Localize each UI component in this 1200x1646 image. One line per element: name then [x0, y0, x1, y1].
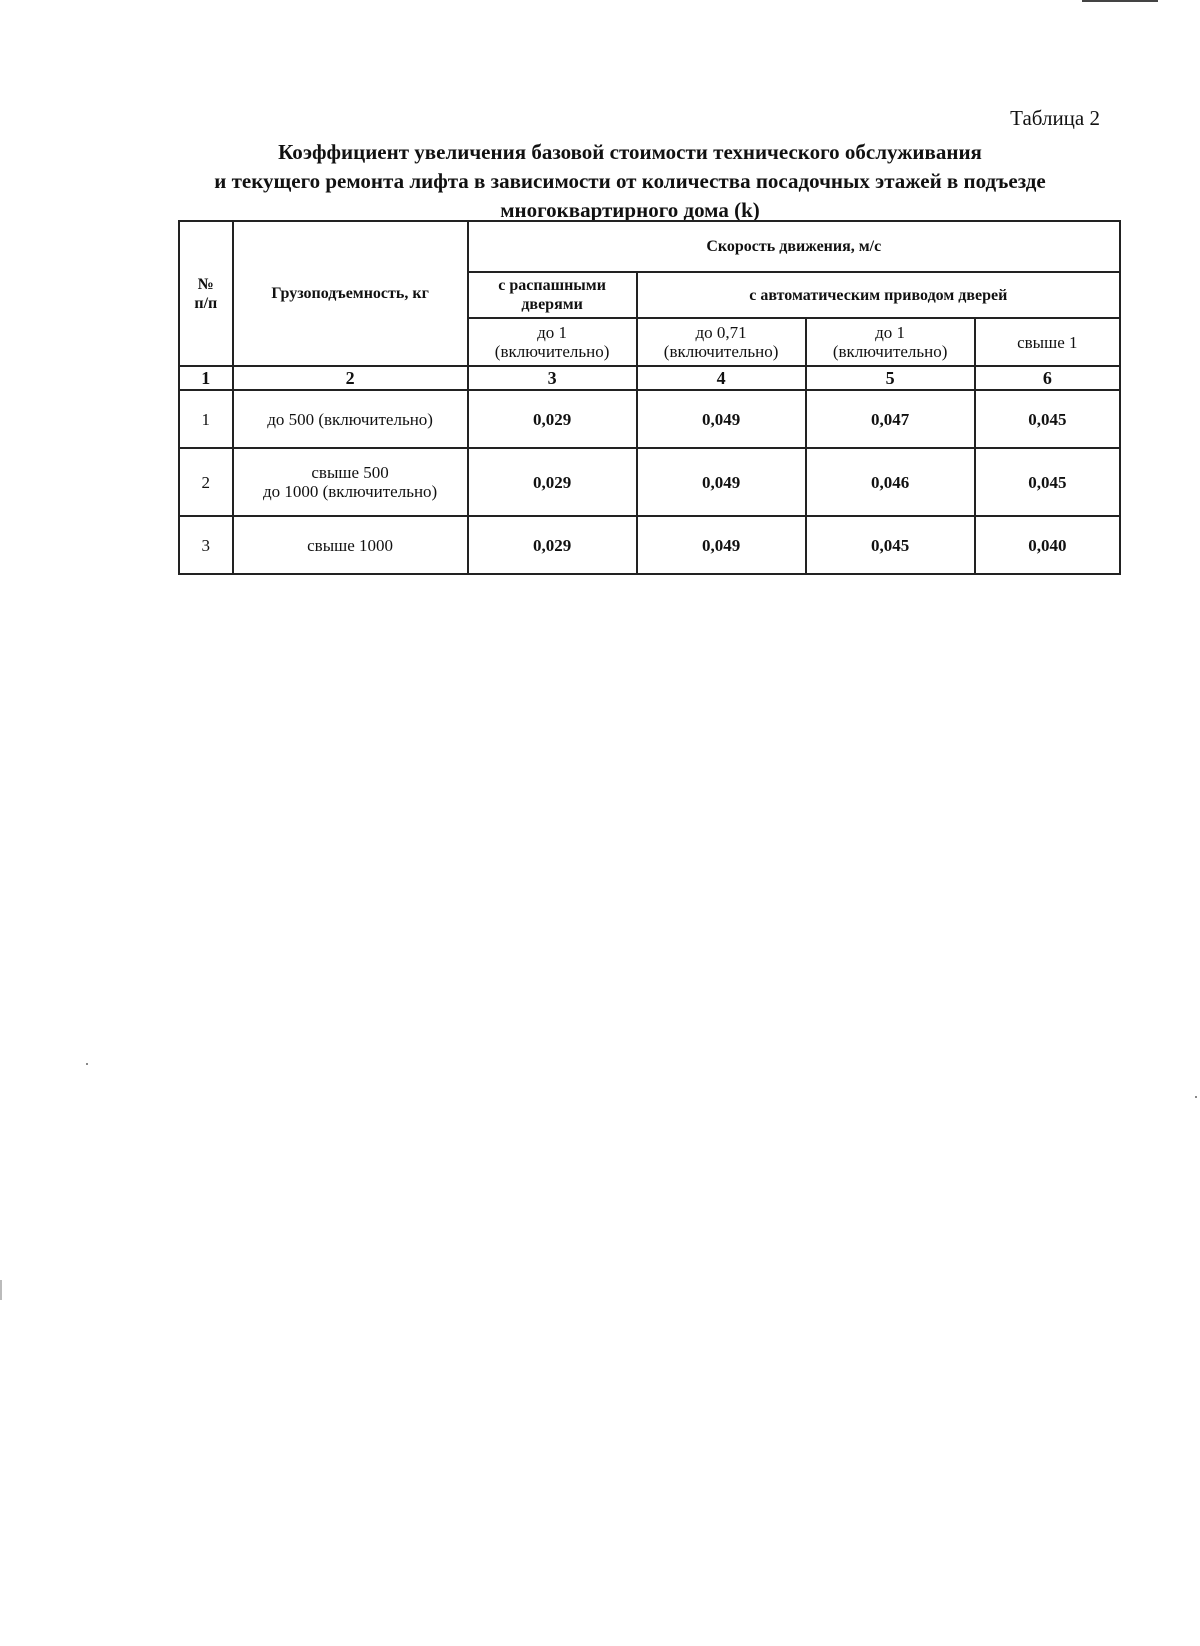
table-number-label: Таблица 2 [1010, 106, 1100, 130]
subheader-col5 [806, 318, 975, 366]
row-value: 0,029 [468, 390, 637, 448]
row-value: 0,049 [637, 390, 806, 448]
subheader-col3-line2: (включительно) [494, 342, 610, 361]
scan-corner-mark [1088, 0, 1158, 2]
table-row [179, 390, 1120, 448]
document-title [170, 138, 1090, 225]
row-number: 3 [179, 516, 233, 574]
column-index-cell: 3 [468, 366, 637, 390]
scan-edge-mark [0, 1280, 2, 1300]
header-num-line2: п/п [194, 294, 218, 312]
row-value: 0,040 [975, 516, 1120, 574]
subheader-col5-line2: (включительно) [832, 342, 948, 361]
scan-speck [1195, 1096, 1197, 1098]
row-value: 0,029 [468, 516, 637, 574]
header-num-line1: № [197, 275, 214, 293]
header-swing-doors [468, 272, 637, 318]
row-number: 2 [179, 448, 233, 516]
column-index-cell: 5 [806, 366, 975, 390]
header-speed: Скорость движения, м/с [468, 221, 1120, 272]
subheader-col4 [637, 318, 806, 366]
header-swing-doors-line1: с распашными [498, 277, 606, 294]
row-value: 0,047 [806, 390, 975, 448]
table-row [179, 516, 1120, 574]
coefficient-table [178, 220, 1121, 575]
row-number: 1 [179, 390, 233, 448]
header-auto-doors: с автоматическим приводом дверей [637, 272, 1120, 318]
title-line-1: Коэффициент увеличения базовой стоимости технического обслуживания [278, 140, 982, 164]
row-load-line2: до 1000 (включительно) [262, 482, 438, 501]
column-index-cell: 1 [179, 366, 233, 390]
row-load [233, 448, 468, 516]
table-row [179, 448, 1120, 516]
column-index-cell: 6 [975, 366, 1120, 390]
header-row-1 [179, 221, 1120, 272]
header-load: Грузоподъемность, кг [233, 221, 468, 366]
row-load-line1: до 500 (включительно) [267, 409, 433, 429]
subheader-col3-line1: до 1 [537, 323, 568, 342]
column-index-row [179, 366, 1120, 390]
row-load [233, 516, 468, 574]
title-line-3: многоквартирного дома (k) [500, 198, 760, 222]
header-swing-doors-line2: дверями [521, 296, 583, 313]
subheader-col4-line1: до 0,71 [695, 323, 747, 342]
row-value: 0,045 [975, 390, 1120, 448]
subheader-col6: свыше 1 [975, 318, 1120, 366]
row-value: 0,045 [975, 448, 1120, 516]
scan-speck [86, 1063, 88, 1065]
row-load-line1: свыше 500 [311, 463, 389, 482]
subheader-col4-line2: (включительно) [663, 342, 779, 361]
row-value: 0,045 [806, 516, 975, 574]
row-value: 0,049 [637, 448, 806, 516]
row-value: 0,049 [637, 516, 806, 574]
row-value: 0,046 [806, 448, 975, 516]
header-num [179, 221, 233, 366]
row-value: 0,029 [468, 448, 637, 516]
title-line-2: и текущего ремонта лифта в зависимости от количества посадочных этажей в подъезде [214, 169, 1046, 193]
subheader-col3 [468, 318, 637, 366]
row-load-line1: свыше 1000 [307, 535, 394, 555]
column-index-cell: 2 [233, 366, 468, 390]
row-load [233, 390, 468, 448]
subheader-col5-line1: до 1 [875, 323, 906, 342]
column-index-cell: 4 [637, 366, 806, 390]
